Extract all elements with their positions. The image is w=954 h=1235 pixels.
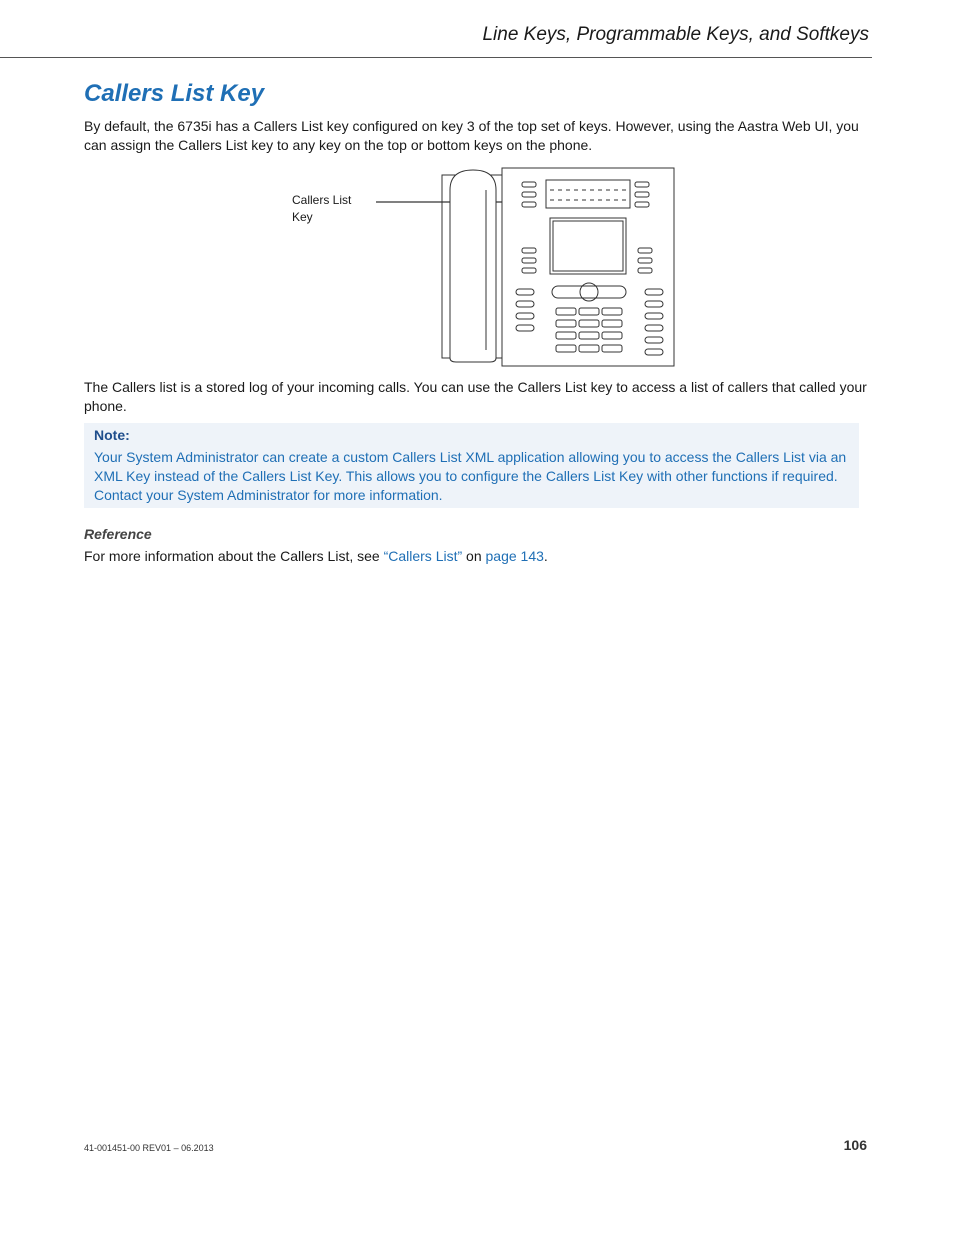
phone-figure: [290, 160, 690, 370]
reference-heading: Reference: [84, 526, 152, 542]
page-link[interactable]: page 143: [485, 548, 544, 564]
handset: [450, 170, 496, 362]
note-body: Your System Administrator can create a custom Callers List XML application allowing you to access the Callers List via an XML Key instead of the Callers List Key. This allows you to configure the Callers List Key with other functions if required. Contact your System Administrator for more information.: [94, 449, 847, 503]
reference-line: [84, 548, 548, 564]
callers-list-link[interactable]: “Callers List”: [383, 548, 463, 564]
reference-middle: on: [462, 548, 486, 564]
note-label: Note:: [94, 427, 130, 443]
reference-prefix: For more information about the Callers List, see: [84, 548, 384, 564]
footer-page-number: 106: [843, 1137, 867, 1153]
phone-display: [550, 218, 626, 274]
section-title: Callers List Key: [84, 80, 265, 107]
callout-label: Callers List Key: [292, 193, 352, 224]
phone-illustration: [290, 160, 690, 370]
description-paragraph: The Callers list is a stored log of your incoming calls. You can use the Callers List key to access a list of callers that called your phone.: [84, 379, 867, 414]
page-header-title: Line Keys, Programmable Keys, and Softkeys: [482, 24, 869, 45]
header-rule: [0, 57, 872, 58]
footer-doc-id: 41-001451-00 REV01 – 06.2013: [84, 1143, 214, 1153]
intro-paragraph: By default, the 6735i has a Callers List key configured on key 3 of the top set of keys. However, using the Aastra Web UI, you can assign the Callers List key to any key on the top or bottom keys on the phone.: [84, 118, 859, 153]
note-box: [84, 423, 859, 508]
reference-suffix: .: [543, 548, 548, 564]
